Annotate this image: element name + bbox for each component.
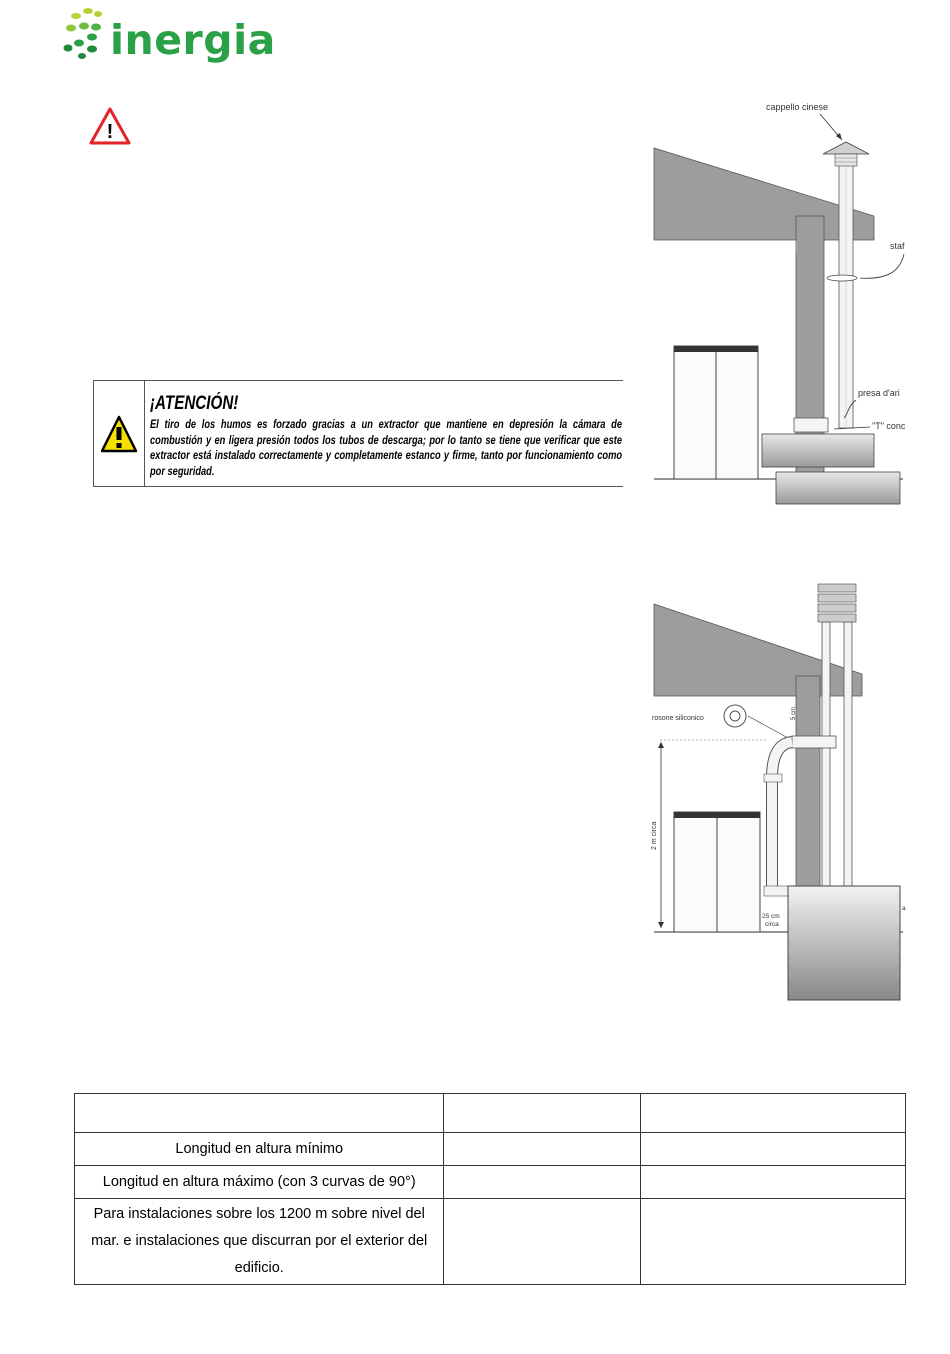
label-rosette: rosone siliconico	[652, 715, 704, 722]
label-tee: "T" conc	[872, 421, 906, 431]
spec-table	[74, 1093, 906, 1285]
sinergia-logo	[62, 6, 282, 72]
label-air: presa d'ari	[858, 388, 900, 398]
label-side: a	[902, 905, 906, 912]
diagram-wall-installation	[648, 580, 910, 1005]
label-cap: cappello cinese	[766, 102, 829, 112]
attention-box	[93, 380, 623, 487]
label-bracket: staf	[890, 241, 905, 251]
svg-text:!: !	[106, 121, 114, 143]
row-value	[640, 1199, 905, 1285]
warning-triangle-icon	[88, 106, 132, 146]
table-row	[75, 1199, 906, 1285]
table-row	[75, 1166, 906, 1199]
row-value	[444, 1199, 640, 1285]
row-value	[640, 1166, 905, 1199]
hazard-icon	[101, 415, 137, 453]
table-header-row	[75, 1094, 906, 1133]
table-header-cell	[75, 1094, 444, 1133]
label-gap: 5 cm	[791, 706, 797, 720]
row-label: Para instalaciones sobre los 1200 m sobre nivel del mar. e instalaciones que discurran por el exterior del edificio.	[75, 1199, 444, 1285]
attention-body: El tiro de los humos es forzado gracias a un extractor que mantiene en depresión la cámara de combustión y en ligera presión todos los tubos de descarga; por lo tanto se tiene que verificar que este extractor está instalado correctamente y completamente estanco y firme, tanto por funcionamiento como por seguridad.	[150, 418, 622, 478]
label-dist2: circa	[765, 921, 779, 928]
diagram-roof-installation	[648, 96, 910, 510]
table-row	[75, 1133, 906, 1166]
row-value	[444, 1133, 640, 1166]
table-header-cell	[640, 1094, 905, 1133]
logo-text: inergia	[110, 16, 276, 64]
row-label: Longitud en altura máximo (con 3 curvas de 90°)	[75, 1166, 444, 1199]
attention-title: ¡ATENCIÓN!	[150, 393, 239, 414]
attention-icon-cell	[94, 381, 145, 486]
row-value	[640, 1133, 905, 1166]
table-header-cell	[444, 1094, 640, 1133]
label-height: 2 m circa	[651, 821, 658, 850]
label-dist1: 25 cm	[762, 913, 780, 920]
row-value	[444, 1166, 640, 1199]
row-label: Longitud en altura mínimo	[75, 1133, 444, 1166]
